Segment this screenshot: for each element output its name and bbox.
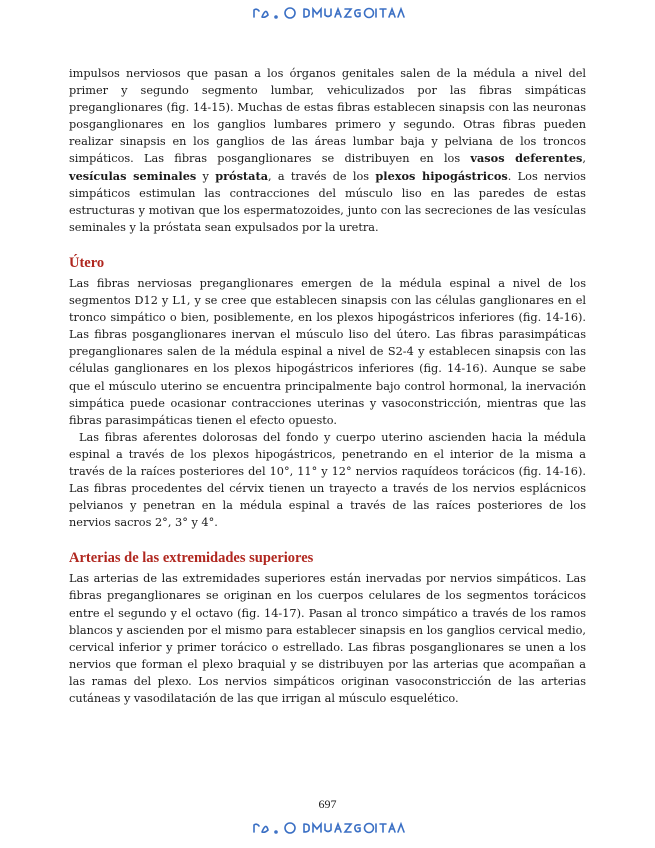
bold-term: próstata bbox=[215, 168, 269, 183]
paragraph-arterias: Las arterias de las extremidades superiores están inervadas por nervios simpáticos. Las fibras preganglionares se originan en los cuerpos celulares de los segmentos torácicos entre el segundo y el octavo (fig. 14-17). Pasan al tronco simpático a través de los ramos blancos y ascienden por el mismo para establecer sinapsis en los ganglios cervical medio, cervical inferior y primer torácico o estrellado. Las fibras posganglionares se unen a los nervios que forman el plexo braquial y se distribuyen por las arterias que acompañan a las ramas del plexo. Los nervios simpáticos originan vasoconstricción de las arterias cutáneas y vasodilatación de las que irrigan al músculo esquelético. bbox=[69, 572, 586, 705]
paragraph-utero-1: Las fibras nerviosas preganglionares emergen de la médula espinal a nivel de los segmentos D12 y L1, y se cree que establecen sinapsis con las células ganglionares en el tronco simpático o bien, posiblemente, en los plexos hipogástricos inferiores (fig. 14-16). Las fibras posganglionares inervan el músculo liso del útero. Las fibras parasimpáticas preganglionares salen de la médula espinal a nivel de S2-4 y establecen sinapsis con las células ganglionares en los plexos hipogástricos inferiores (fig. 14-16). Aunque se sabe que el músculo uterino se encuentra principalmente bajo control hormonal, la inervación simpática puede ocasionar contracciones uterinas y vasoconstricción, mientras que las fibras parasimpáticas tienen el efecto opuesto. bbox=[69, 276, 586, 427]
section-heading-utero: Útero bbox=[69, 254, 105, 271]
text-run: . Los nervios simpáticos estimulan las contracciones del músculo liso en las paredes de estas estructuras y motivan que los espermatozoides, junto con las secreciones de las vesículas seminales y la próstata sean expulsados por la uretra. bbox=[69, 169, 586, 234]
section-heading-arterias: Arterias de las extremidades superiores bbox=[69, 550, 314, 567]
bold-term: vesículas seminales bbox=[69, 168, 197, 183]
text-run: , a través de los bbox=[268, 169, 376, 183]
page-content bbox=[69, 65, 586, 707]
paragraph-utero-2: Las fibras aferentes dolorosas del fondo y cuerpo uterino ascienden hacia la médula espinal a través de los plexos hipogástricos, penetrando en el interior de la misma a través de la raíces posteriores del 10°, 11° y 12° nervios raquídeos torácicos (fig. 14-16). Las fibras procedentes del cérvix tienen un trayecto a través de los nervios esplácnicos pelvianos y penetran en la médula espinal a través de las raíces posteriores de los nervios sacros 2°, 3° y 4°. bbox=[69, 430, 586, 530]
paragraph-genital-innervation bbox=[69, 65, 586, 236]
bold-term: vasos deferentes bbox=[470, 151, 583, 166]
watermark-bottom bbox=[0, 820, 655, 840]
text-run: impulsos nerviosos que pasan a los órganos genitales salen de la médula a nivel del primer y segundo segmento lumbar, vehiculizados por las fibras simpáticas preganglionares (fig. 14-15). Muchas de estas fibras establecen sinapsis con las neuronas posganglionares en los ganglios lumbares primero y segundo. Otras fibras pueden realizar sinapsis en los ganglios de las áreas lumbar baja y pelviana de los troncos simpáticos. Las fibras posganglionares se distribuyen en los bbox=[69, 67, 586, 166]
text-run: , bbox=[582, 152, 586, 166]
watermark-logo-bottom bbox=[248, 820, 408, 836]
text-run: y bbox=[196, 169, 216, 183]
watermark-top bbox=[0, 5, 655, 25]
bold-term: plexos hipogástricos bbox=[375, 168, 508, 183]
page-number: 697 bbox=[318, 797, 337, 811]
watermark-logo-top bbox=[248, 5, 408, 21]
